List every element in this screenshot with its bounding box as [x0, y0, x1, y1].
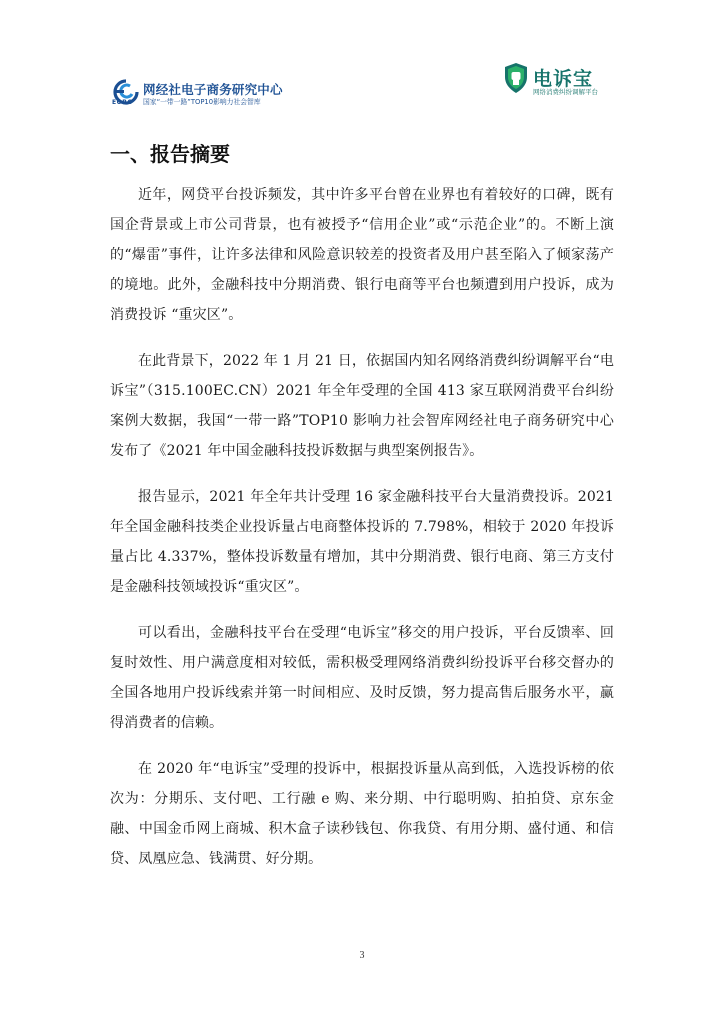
- eorc-abbr: EORC: [112, 99, 133, 106]
- report-body: [110, 180, 614, 890]
- dianshubao-logo: [503, 62, 613, 102]
- paragraph-analysis: 可以看出，金融科技平台在受理“电诉宝”移交的用户投诉，平台反馈率、回复时效性、用户满意度相对较低，需积极受理网络消费纠纷投诉平台移交督办的全国各地用户投诉线索并第一时间相应、及时反馈，努力提高售后服务水平，赢得消费者的信赖。: [110, 625, 614, 731]
- shield-fist-icon: [503, 62, 529, 94]
- paragraph-findings: 报告显示，2021 年全年共计受理 16 家金融科技平台大量消费投诉。2021 年全国金融科技类企业投诉量占电商整体投诉的 7.798%，相较于 2020 年投诉量占比 4.337%，整体投诉数量有增加，其中分期消费、银行电商、第三方支付是金融科技领域投诉“重灾区”。: [110, 489, 614, 595]
- brand-name: 电诉宝: [533, 68, 594, 90]
- page-header: [0, 0, 724, 110]
- org-name: 网经社电子商务研究中心: [143, 82, 283, 97]
- brand-subtitle: 网络消费纠纷调解平台: [533, 88, 598, 96]
- section-title: 一、报告摘要: [110, 142, 230, 166]
- paragraph-background: 在此背景下，2022 年 1 月 21 日，依据国内知名网络消费纠纷调解平台“电诉宝”（315.100EC.CN）2021 年全年受理的全国 413 家互联网消费平台纠纷案例大数据，我国“一带一路”TOP10 影响力社会智库网经社电子商务研究中心发布了《2021 年中国金融科技投诉数据与典型案例报告》。: [110, 353, 614, 459]
- org-subtitle: 国家“一带一路”TOP10影响力社会智库: [143, 98, 261, 106]
- paragraph-intro: 近年，网贷平台投诉频发，其中许多平台曾在业界也有着较好的口碑，既有国企背景或上市公司背景，也有被授予“信用企业”或“示范企业”的。不断上演的“爆雷”事件，让许多法律和风险意识较差的投资者及用户甚至陷入了倾家荡产的境地。此外，金融科技中分期消费、银行电商等平台也频遭到用户投诉，成为消费投诉 “重灾区”。: [110, 187, 614, 323]
- eorc-logo: [110, 78, 300, 108]
- paragraph-ranking: 在 2020 年“电诉宝”受理的投诉中，根据投诉量从高到低，入选投诉榜的依次为：分期乐、支付吧、工行融 e 购、来分期、中行聪明购、拍拍贷、京东金融、中国金币网上商城、积木盒子读秒钱包、你我贷、有用分期、盛付通、和信贷、凤凰应急、钱满贯、好分期。: [110, 761, 614, 867]
- page-number: 3: [359, 950, 365, 961]
